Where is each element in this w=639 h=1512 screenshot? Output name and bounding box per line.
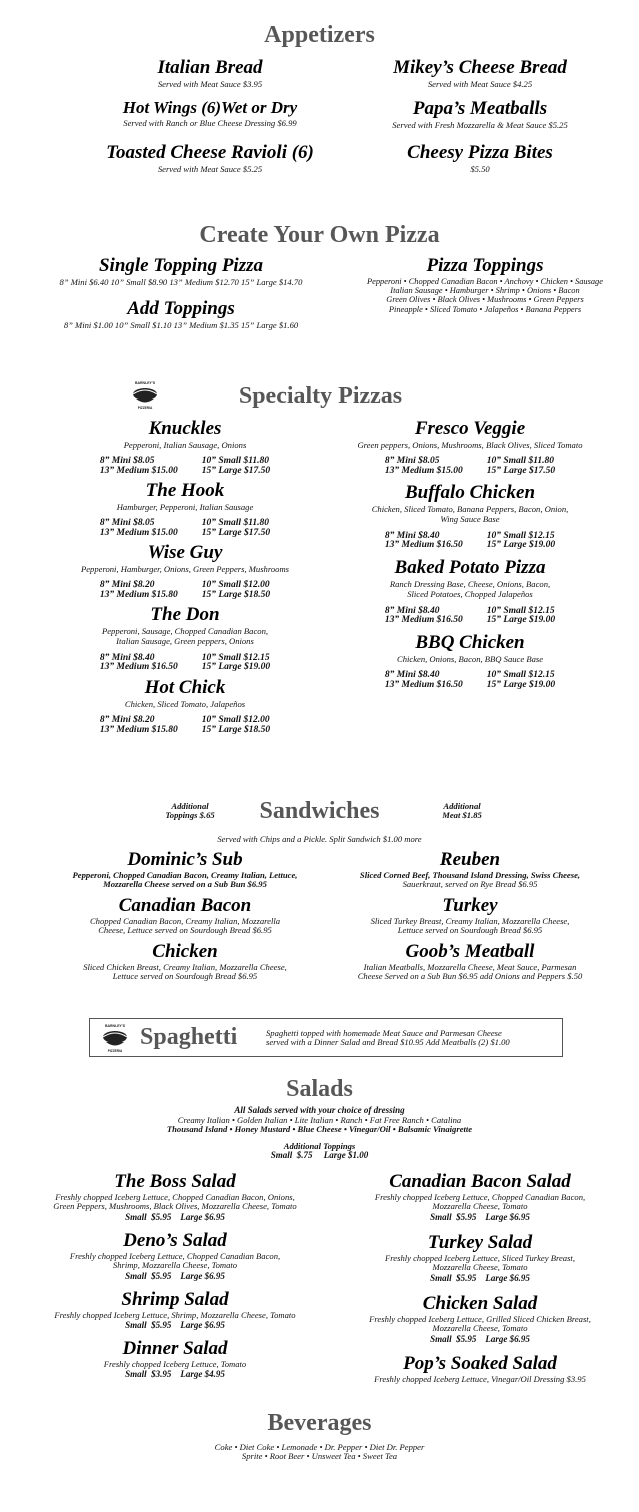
item-desc: Wing Sauce Base: [440, 514, 500, 525]
salad-pops-soaked: Pop’s Soaked Salad Freshly chopped Iceberg Lettuce, Vinegar/Oil Dressing $3.95: [330, 1354, 630, 1384]
sandwich-turkey: Turkey Sliced Turkey Breast, Creamy Italian, Mozzarella Cheese, Lettuce served on Sourdough Bread $6.95: [310, 896, 630, 936]
sandwiches-title: Sandwiches: [259, 798, 380, 824]
svg-text:PIZZERIA: PIZZERIA: [107, 1049, 123, 1053]
pizza-the-don: [40, 605, 330, 673]
item-desc: Italian Sausage, Green peppers, Onions: [116, 636, 254, 647]
sandwich-additional-toppings: Additional Toppings $.65: [165, 801, 215, 821]
sandwiches-subtitle: Served with Chips and a Pickle. Split Sandwich $1.00 more: [217, 834, 422, 844]
price-grid: 8” Mini $8.40 10” Small $12.15 13” Medium $16.50 15” Large $19.00: [384, 530, 556, 551]
pizza-wise-guy: [40, 543, 330, 601]
sandwich-chicken: Chicken Sliced Chicken Breast, Creamy Italian, Mozzarella Cheese, Lettuce served on Sourdough Bread $6.95: [30, 942, 340, 982]
item-name: Dinner Salad: [122, 1338, 228, 1359]
svg-text:PIZZERIA: PIZZERIA: [137, 406, 153, 410]
item-desc: Ranch Dressing Base, Cheese, Onions, Bacon,: [389, 578, 551, 589]
price-grid: 8” Mini $8.05 10” Small $11.80 13” Medium $15.00 15” Large $17.50: [99, 518, 271, 539]
toppings-line: Green Olives • Black Olives • Mushrooms • Green Peppers: [386, 295, 584, 305]
price-grid: 8” Mini $8.40 10” Small $12.15 13” Medium $16.50 15” Large $19.00: [384, 670, 556, 691]
toppings-line: Pepperoni • Chopped Canadian Bacon • Anchovy • Chicken • Sausage: [367, 276, 603, 286]
price-grid: 8” Mini $8.05 10” Small $11.80 13” Medium $15.00 15” Large $17.50: [99, 456, 271, 477]
dressings-line: Thousand Island • Honey Mustard • Blue Cheese • Vinegar/Oil • Balsamic Vinaigrette: [166, 1124, 473, 1135]
item-name: Dominic’s Sub: [127, 849, 243, 870]
salads-title: Salads: [286, 1076, 353, 1102]
beverages-line: Sprite • Root Beer • Unsweet Tea • Sweet Tea: [241, 1451, 398, 1462]
item-name: Turkey Salad: [427, 1232, 533, 1253]
pizza-baked-potato: [310, 558, 630, 626]
item-desc: Served with Fresh Mozzarella & Meat Sauce $5.25: [392, 119, 568, 130]
item-prices: 8” Mini $1.00 10” Small $1.10 13” Medium $1.35 15” Large $1.60: [63, 319, 299, 330]
price-grid: 8” Mini $8.40 10” Small $12.15 13” Medium $16.50 15” Large $19.00: [99, 652, 271, 673]
add-toppings: [0, 299, 362, 330]
item-desc: Pepperoni, Hamburger, Onions, Green Peppers, Mushrooms: [80, 563, 290, 574]
beverages-line: Coke • Diet Coke • Lemonade • Dr. Pepper • Diet Dr. Pepper: [214, 1442, 425, 1452]
salads-intro-block: [0, 1106, 639, 1161]
item-desc: Served with Meat Sauce $3.95: [157, 78, 263, 89]
item-name: The Hook: [145, 480, 225, 501]
item-name: Pizza Toppings: [426, 255, 544, 276]
item-desc: Pepperoni, Sausage, Chopped Canadian Bacon,: [101, 625, 269, 636]
spaghetti-title: Spaghetti: [140, 1024, 238, 1050]
specialty-title-wrap: [0, 383, 639, 410]
beverages-list: [0, 1443, 639, 1462]
salad-shrimp: Shrimp Salad Freshly chopped Iceberg Lettuce, Shrimp, Mozzarella Cheese, Tomato Small $5.95 Large $6.95: [30, 1290, 320, 1331]
item-desc: Green peppers, Onions, Mushrooms, Black Olives, Sliced Tomato: [357, 439, 583, 450]
salad-the-boss: The Boss Salad Freshly chopped Iceberg Lettuce, Chopped Canadian Bacon, Onions, Green Peppers, Mushrooms, Black Olives, Mozzarella Cheese, Tomato Small $5.95 Large $6.95: [30, 1172, 320, 1223]
item-desc: Chicken, Sliced Tomato, Banana Peppers, Bacon, Onion,: [371, 503, 569, 514]
item-name: Turkey: [442, 895, 498, 916]
pizza-knuckles: [40, 419, 330, 477]
pizza-hot-chick: [40, 678, 330, 736]
item-name: Knuckles: [148, 418, 222, 439]
item-name: Wise Guy: [147, 542, 223, 563]
salads-add-label: Additional Toppings: [283, 1140, 356, 1151]
item-name: Canadian Bacon Salad: [389, 1171, 571, 1192]
price-grid: 8” Mini $8.20 10” Small $12.00 13” Medium $15.80 15” Large $18.50: [99, 715, 271, 736]
sandwich-canadian-bacon: Canadian Bacon Chopped Canadian Bacon, Creamy Italian, Mozzarella Cheese, Lettuce served on Sourdough Bread $6.95: [30, 896, 340, 936]
item-name: Baked Potato Pizza: [394, 557, 546, 578]
item-desc: $5.50: [470, 163, 490, 174]
salad-canadian-bacon: Canadian Bacon Salad Freshly chopped Iceberg Lettuce, Chopped Canadian Bacon, Mozzarella Cheese, Tomato Small $5.95 Large $6.95: [330, 1172, 630, 1223]
item-name: Papa’s Meatballs: [412, 98, 548, 119]
single-topping-pizza: [0, 256, 362, 287]
appetizer-papas-meatballs: [300, 99, 639, 130]
pizza-fresco-veggie: [310, 419, 630, 477]
item-name: Deno’s Salad: [123, 1230, 227, 1251]
price-grid: 8” Mini $8.20 10” Small $12.00 13” Medium $15.80 15” Large $18.50: [99, 580, 271, 601]
item-name: Shrimp Salad: [121, 1289, 229, 1310]
dressings-line: Creamy Italian • Golden Italian • Lite Italian • Ranch • Fat Free Ranch • Catalina: [177, 1114, 462, 1125]
spaghetti-desc: Spaghetti topped with homemade Meat Sauce and Parmesan Cheese served with a Dinner Salad and Bread $10.95 Add Meatballs (2) $1.00: [266, 1028, 510, 1048]
item-desc: Served with Meat Sauce $5.25: [157, 163, 263, 174]
sandwich-dominics-sub: Dominic’s Sub Pepperoni, Chopped Canadian Bacon, Creamy Italian, Lettuce, Mozzarella Cheese served on a Sub Bun $6.95: [30, 850, 340, 890]
appetizers-title: Appetizers: [264, 22, 375, 48]
salads-add-prices: Small $.75 Large $1.00: [270, 1150, 369, 1161]
item-prices: 8” Mini $6.40 10” Small $8.90 13” Medium $12.70 15” Large $14.70: [59, 276, 303, 287]
item-name: The Don: [150, 604, 220, 625]
item-name: Italian Bread: [157, 57, 263, 78]
pizza-toppings: [340, 256, 630, 314]
salad-turkey: Turkey Salad Freshly chopped Iceberg Lettuce, Sliced Turkey Breast, Mozzarella Cheese, Tomato Small $5.95 Large $6.95: [330, 1233, 630, 1284]
sandwich-additional-meat: Additional Meat $1.85: [442, 801, 482, 821]
item-desc: Sliced Potatoes, Chopped Jalapeños: [407, 589, 533, 600]
toppings-line: Italian Sausage • Hamburger • Shrimp • Onions • Bacon: [390, 286, 580, 296]
cyo-title: Create Your Own Pizza: [199, 222, 440, 248]
pizza-the-hook: [40, 481, 330, 539]
item-name: The Boss Salad: [114, 1171, 236, 1192]
salad-chicken: Chicken Salad Freshly chopped Iceberg Lettuce, Grilled Sliced Chicken Breast, Mozzarella Cheese, Tomato Small $5.95 Large $6.95: [320, 1294, 639, 1345]
item-desc: Pepperoni, Italian Sausage, Onions: [123, 439, 247, 450]
item-name: Fresco Veggie: [414, 418, 526, 439]
item-name: Toasted Cheese Ravioli (6): [106, 142, 314, 163]
salads-intro: All Salads served with your choice of dressing: [234, 1105, 405, 1115]
salad-denos: Deno’s Salad Freshly chopped Iceberg Lettuce, Chopped Canadian Bacon, Shrimp, Mozzarella Cheese, Tomato Small $5.95 Large $6.95: [30, 1231, 320, 1282]
svg-text:BARNLEY'S: BARNLEY'S: [134, 381, 156, 385]
item-name: Chicken Salad: [422, 1293, 538, 1314]
item-name: BBQ Chicken: [415, 632, 525, 653]
item-desc: Served with Ranch or Blue Cheese Dressing $6.99: [123, 117, 297, 128]
sandwich-reuben: Reuben Sliced Corned Beef, Thousand Island Dressing, Swiss Cheese, Sauerkraut, served on Rye Bread $6.95: [310, 850, 630, 890]
item-desc: Chicken, Sliced Tomato, Jalapeños: [124, 698, 246, 709]
item-name: Mikey’s Cheese Bread: [393, 57, 567, 78]
salad-dinner: Dinner Salad Freshly chopped Iceberg Lettuce, Tomato Small $3.95 Large $4.95: [30, 1339, 320, 1380]
pizza-bbq-chicken: [310, 633, 630, 691]
toppings-line: Pineapple • Sliced Tomato • Jalapeños • Banana Peppers: [388, 304, 582, 314]
appetizer-mikeys-cheese-bread: [300, 58, 639, 89]
item-name: Cheesy Pizza Bites: [407, 142, 553, 163]
item-name: Canadian Bacon: [118, 895, 252, 916]
price-grid: 8” Mini $8.40 10” Small $12.15 13” Medium $16.50 15” Large $19.00: [384, 605, 556, 626]
barnleys-logo: [98, 1021, 132, 1060]
pizza-buffalo-chicken: [310, 483, 630, 551]
item-name: Single Topping Pizza: [98, 255, 263, 276]
item-name: Add Toppings: [127, 298, 235, 319]
price-grid: 8” Mini $8.05 10” Small $11.80 13” Medium $15.00 15” Large $17.50: [384, 456, 556, 477]
item-desc: Hamburger, Pepperoni, Italian Sausage: [116, 501, 254, 512]
sandwich-goobs-meatball: Goob’s Meatball Italian Meatballs, Mozzarella Cheese, Meat Sauce, Parmesan Cheese Served on a Sub Bun $6.95 add Onions and Peppers $.50: [310, 942, 630, 982]
appetizer-cheesy-pizza-bites: [300, 143, 639, 174]
spaghetti-box: [89, 1018, 563, 1057]
item-name: Buffalo Chicken: [404, 482, 536, 503]
item-name: Goob’s Meatball: [405, 941, 535, 962]
item-name: Reuben: [439, 849, 501, 870]
specialty-title: Specialty Pizzas: [238, 383, 403, 409]
item-desc: Served with Meat Sauce $4.25: [427, 78, 533, 89]
beverages-title: Beverages: [267, 1410, 372, 1436]
item-name: Chicken: [152, 941, 218, 962]
item-name: Hot Chick: [144, 677, 226, 698]
item-name: Hot Wings (6)Wet or Dry: [122, 98, 298, 117]
item-name: Pop’s Soaked Salad: [403, 1353, 557, 1374]
item-desc: Chicken, Onions, Bacon, BBQ Sauce Base: [396, 653, 544, 664]
svg-text:BARNLEY'S: BARNLEY'S: [104, 1024, 126, 1028]
